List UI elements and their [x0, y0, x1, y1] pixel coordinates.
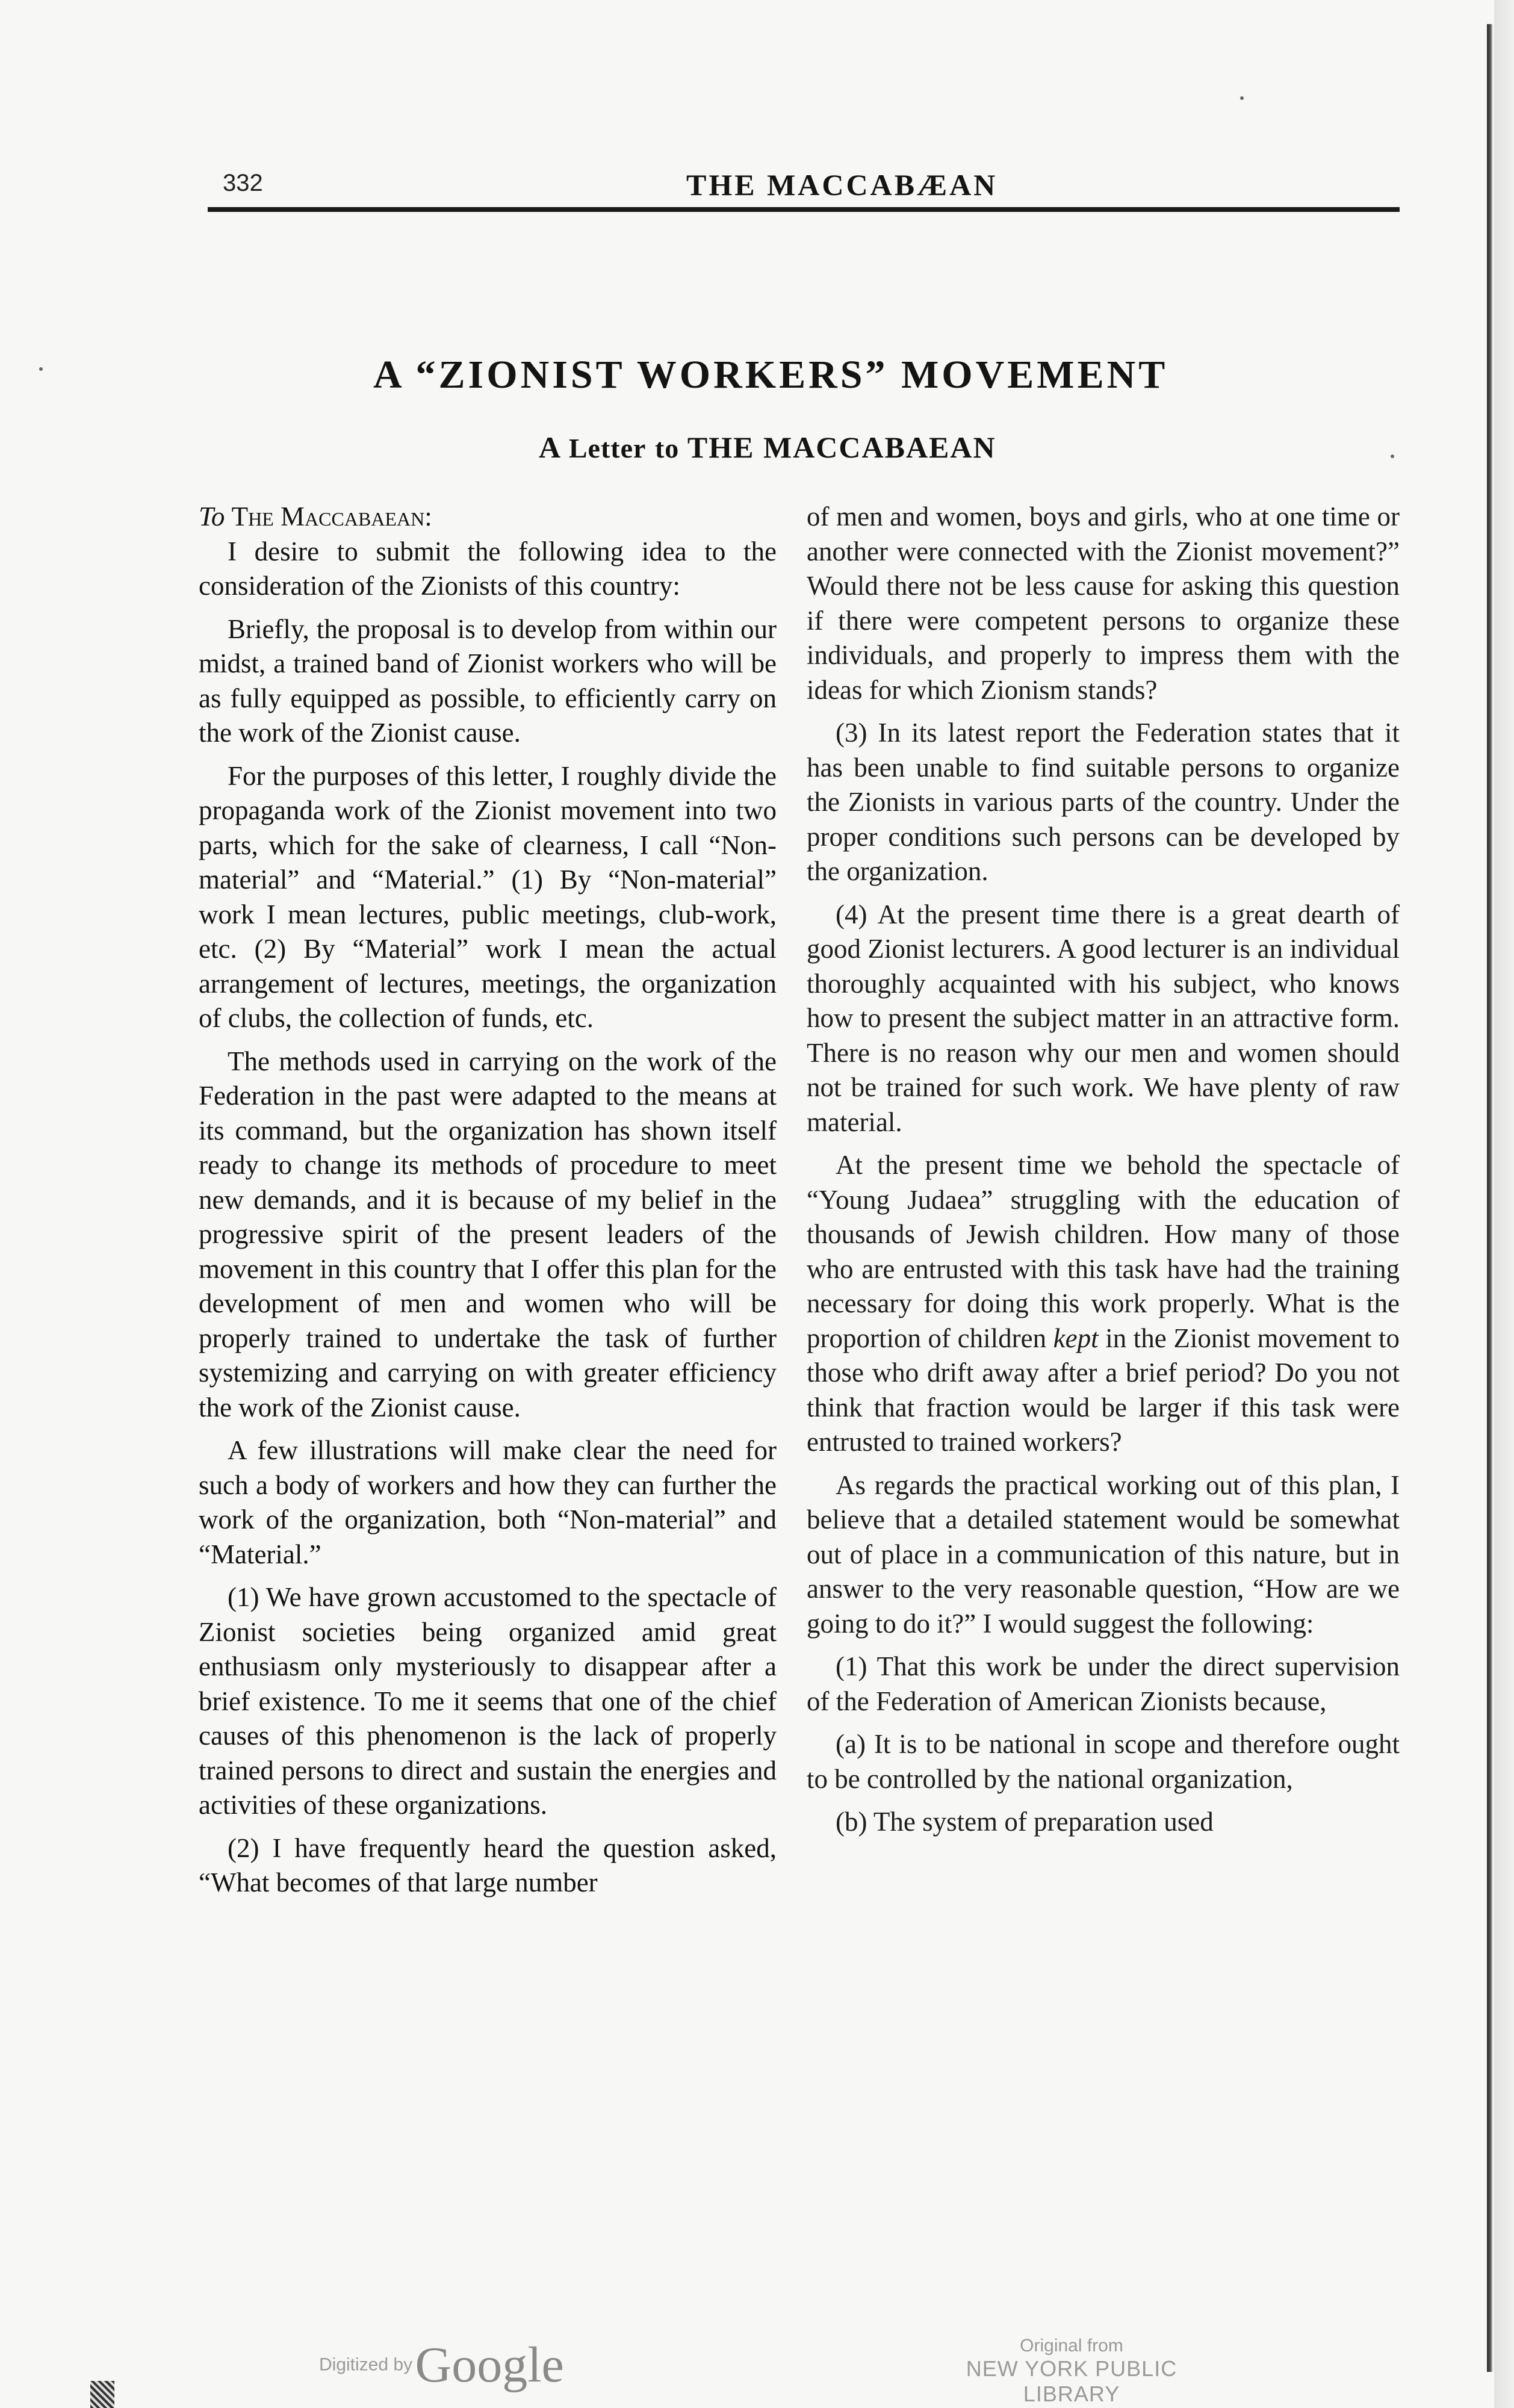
paragraph: I desire to submit the following idea to the consideration of the Zionists of this country: — [199, 536, 777, 601]
subtitle-letter: Letter — [568, 433, 647, 464]
paragraph-part: in the Zionist movement to those who drift away after a brief period? Do you not think that fraction would be larger if this task were entrusted to trained workers? — [807, 1323, 1400, 1457]
digitized-by-google — [319, 2336, 564, 2394]
scan-corner-mark — [90, 2381, 114, 2408]
left-column — [199, 500, 777, 1909]
paragraph: For the purposes of this letter, I roughly divide the propaganda work of the Zionist movement into two parts, which for the sake of clearness, I call “Non-material” and “Material.” (1) By “Non-material” work I mean lectures, public meetings, club-work, etc. (2) By “Material” work I mean the actual arrangement of lectures, meetings, the organization of clubs, the collection of funds, etc. — [199, 760, 777, 1033]
paragraph: A few illustrations will make clear the need for such a body of workers and how they can further the work of the organization, both “Non-material” and “Material.” — [199, 1435, 777, 1569]
subtitle-prefix: A — [539, 430, 560, 464]
salutation-colon: : — [424, 501, 432, 532]
subtitle-name: THE MACCABAEAN — [687, 430, 996, 464]
salutation — [199, 500, 777, 535]
original-from-label: Original from — [1020, 2336, 1123, 2356]
paragraph — [807, 1148, 1400, 1460]
running-head — [223, 170, 1400, 206]
scan-speck — [1391, 455, 1394, 458]
salutation-name: The Maccabaean — [231, 501, 425, 532]
paragraph: (b) The system of preparation used — [836, 1807, 1214, 1837]
original-source — [921, 2336, 1222, 2407]
scan-speck — [1240, 96, 1244, 100]
subtitle-to: to — [654, 433, 680, 464]
page-number: 332 — [223, 170, 263, 196]
journal-name: THE MACCABÆAN — [686, 168, 998, 202]
paragraph: (2) I have frequently heard the question asked, “What becomes of that large number — [199, 1832, 777, 1898]
paragraph: (4) At the present time there is a great dearth of good Zionist lecturers. A good lecturer is an individual thoroughly acquainted with his subject, who knows how to present the subject matter in an attractive form. There is no reason why our men and women should not be trained for such work. We have plenty of raw material. — [807, 899, 1400, 1137]
paragraph-part: At the present time we behold the spectacle of “Young Judaea” struggling with the education of thousands of Jewish children. How many of those who are entrusted with this task have had the training necessary for doing this work properly. What is the proportion of children — [807, 1150, 1400, 1353]
google-logo: Google — [415, 2337, 564, 2393]
paragraph: of men and women, boys and girls, who at one time or another were connected with the Zionist movement?” Would there not be less cause for asking this question if there were competent persons to organize these individuals, and properly to impress them with the ideas for which Zionism stands? — [807, 501, 1400, 705]
article-title: A “ZIONIST WORKERS” MOVEMENT — [373, 353, 1168, 397]
digitized-by-label: Digitized by — [319, 2354, 413, 2375]
page-edge-shadow — [1494, 0, 1514, 2408]
binding-edge — [1487, 24, 1493, 2372]
paragraph: (1) We have grown accustomed to the spectacle of Zionist societies being organized amid great enthusiasm only mysteriously to disappear after a brief existence. To me it seems that one of the chief causes of this phenomenon is the lack of properly trained persons to direct and sustain the energies and activities of these organizations. — [199, 1582, 777, 1820]
article-subtitle — [539, 430, 996, 465]
paragraph: (1) That this work be under the direct supervision of the Federation of American Zionists because, — [807, 1651, 1400, 1716]
paragraph: The methods used in carrying on the work of the Federation in the past were adapted to the means at its command, but the organization has shown itself ready to change its methods of procedure to meet new demands, and it is because of my belief in the progressive spirit of the present leaders of the movement in this country that I offer this plan for the development of men and women who will be properly trained to undertake the task of further systemizing and carrying on with greater efficiency the work of the Zionist cause. — [199, 1046, 777, 1423]
paragraph: (a) It is to be national in scope and therefore ought to be controlled by the national organization, — [807, 1729, 1400, 1794]
paragraph: Briefly, the proposal is to develop from within our midst, a trained band of Zionist workers who will be as fully equipped as possible, to efficiently carry on the work of the Zionist cause. — [199, 613, 777, 748]
emphasis-kept: kept — [1053, 1323, 1099, 1353]
library-name: NEW YORK PUBLIC LIBRARY — [966, 2356, 1177, 2406]
paragraph: (3) In its latest report the Federation states that it has been unable to find suitable persons to organize the Zionists in various parts of the country. Under the proper conditions such persons can be developed by the organization. — [807, 718, 1400, 886]
salutation-to: To — [199, 501, 225, 532]
paragraph: As regards the practical working out of this plan, I believe that a detailed statement would be somewhat out of place in a communication of this nature, but in answer to the very reasonable question, “How are we going to do it?” I would suggest the following: — [807, 1469, 1400, 1639]
header-rule — [208, 207, 1400, 212]
scan-speck — [39, 367, 43, 371]
right-column — [807, 500, 1400, 1848]
